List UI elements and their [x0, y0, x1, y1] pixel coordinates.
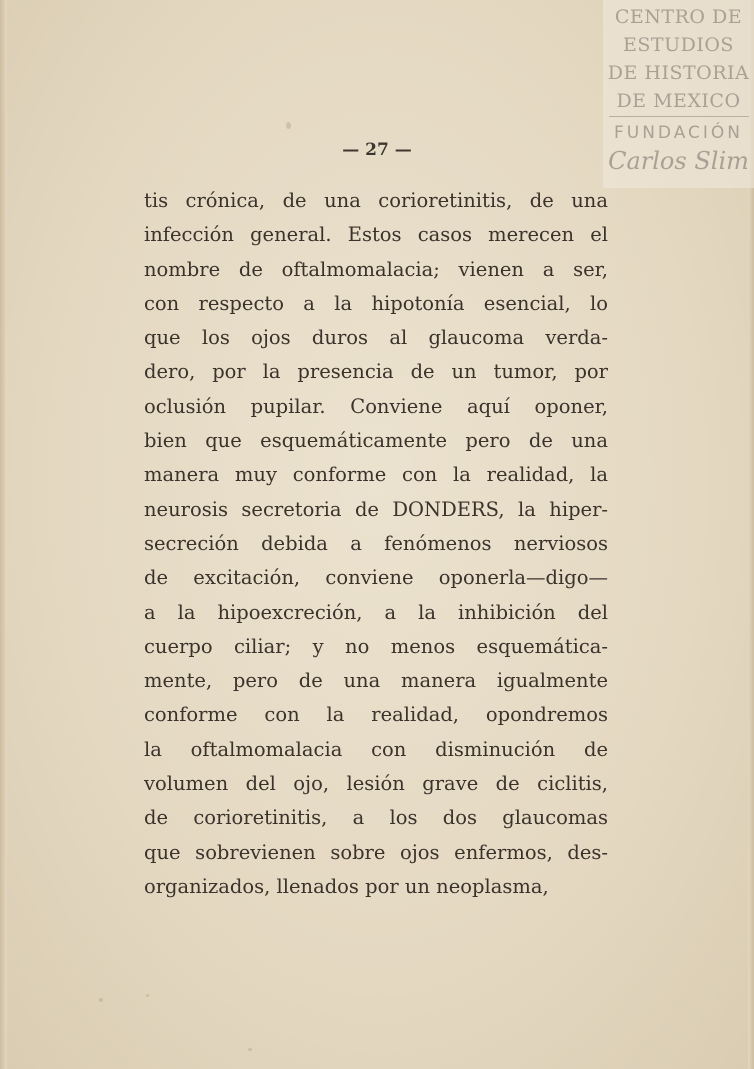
text-line: dero, por la presencia de un tumor, por — [144, 360, 608, 384]
text-line: manera muy conforme con la realidad, la — [144, 463, 608, 487]
text-line: volumen del ojo, lesión grave de ciclitis, — [144, 772, 608, 796]
text-line: a la hipoexcreción, a la inhibición del — [144, 600, 608, 624]
page-left-edge — [0, 0, 7, 1069]
text-line: cuerpo ciliar; y no menos esquemática- — [144, 634, 608, 658]
text-line: infección general. Estos casos merecen el — [144, 223, 608, 247]
page-number: — 27 — — [342, 140, 412, 160]
watermark-foundation: FUNDACIÓN — [613, 123, 744, 143]
text-line: neurosis secretoria de DONDERS, la hiper- — [144, 497, 608, 521]
text-line: organizados, llenados por un neoplasma, — [144, 874, 549, 898]
watermark-line: ESTUDIOS — [623, 34, 734, 56]
paper-spot — [248, 1048, 252, 1051]
text-line: secreción debida a fenómenos nerviosos — [144, 531, 608, 555]
watermark-signature: Carlos Slim — [608, 147, 749, 175]
text-line: conforme con la realidad, opondremos — [144, 703, 608, 727]
body-paragraph — [144, 184, 608, 904]
paper-spot — [99, 998, 103, 1002]
text-line: nombre de oftalmomalacia; vienen a ser, — [144, 257, 608, 281]
text-line: oclusión pupilar. Conviene aquí oponer, — [144, 394, 608, 418]
text-line: de corioretinitis, a los dos glaucomas — [144, 806, 608, 830]
watermark-line: DE HISTORIA — [607, 62, 750, 84]
text-line: que los ojos duros al glaucoma verda- — [144, 326, 608, 350]
paper-spot — [146, 994, 149, 997]
watermark-line: CENTRO DE — [614, 6, 743, 28]
paper-spot — [286, 122, 291, 129]
text-line: la oftalmomalacia con disminución de — [144, 737, 608, 761]
text-line: con respecto a la hipotonía esencial, lo — [144, 291, 608, 315]
text-line: que sobrevienen sobre ojos enfermos, des- — [144, 840, 608, 864]
text-line: de excitación, conviene oponerla—digo— — [144, 566, 608, 590]
watermark-divider — [609, 116, 749, 117]
text-line: mente, pero de una manera igualmente — [144, 669, 608, 693]
watermark-line: DE MEXICO — [616, 90, 741, 112]
text-line: bien que esquemáticamente pero de una — [144, 429, 608, 453]
text-line: tis crónica, de una corioretinitis, de una — [144, 189, 608, 212]
